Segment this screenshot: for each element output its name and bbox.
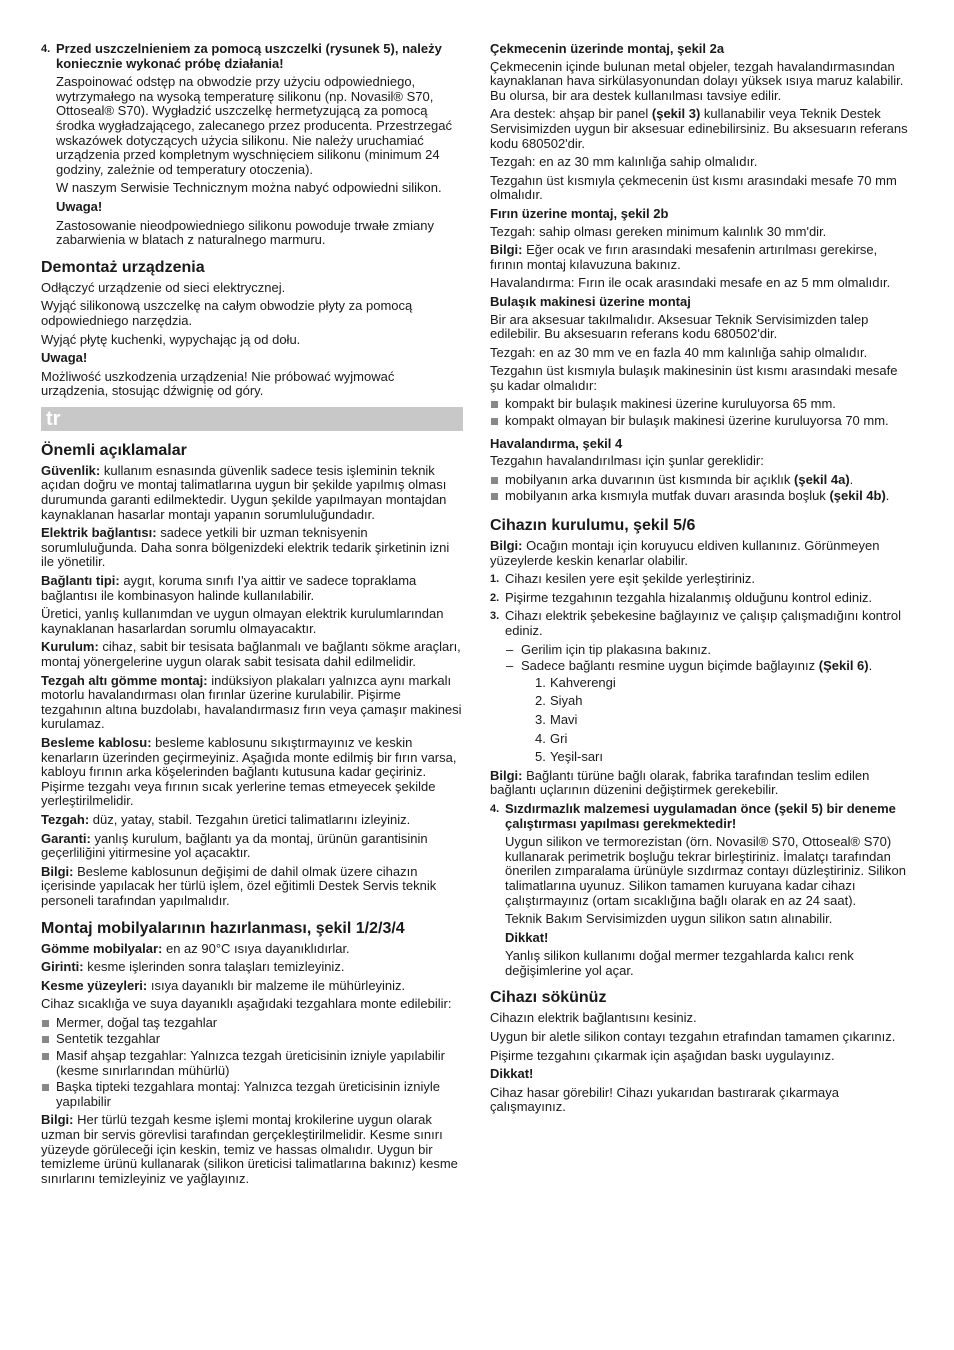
paragraph: Pişirme tezgahını çıkarmak için aşağıdan baskı uygulayınız. xyxy=(490,1047,835,1063)
definition-text: kesme işlerinden sonra talaşları temizleyiniz. xyxy=(83,959,345,975)
definition-term: Kesme yüzeyleri: xyxy=(41,977,148,993)
section-title-sokunuz: Cihazı sökünüz xyxy=(490,989,607,1007)
definition-text: Besleme kablosunun değişimi de dahil olmak üzere cihazın içerisinde yapılacak her türlü işlem, özel eğitimli Destek Servis teknik personeli tarafından yapılmalıdır. xyxy=(41,863,437,908)
definition-paragraph xyxy=(41,607,463,636)
paragraph: Tezgah: en az 30 mm ve en fazla 40 mm kalınlığa sahip olmalıdır. xyxy=(490,344,868,360)
info-paragraph: Bilgi: Ocağın montajı için koruyucu eldiven kullanınız. Görünmeyen yüzeylerde keskin kenarlar olabilir. xyxy=(490,538,880,568)
step-number: 3. xyxy=(490,610,500,623)
definition-term: Garanti: xyxy=(41,830,91,846)
paragraph: Wyjąć płytę kuchenki, wypychając ją od dołu. xyxy=(41,331,301,347)
step-number: 4. xyxy=(41,43,51,55)
language-bar-tr: tr xyxy=(41,407,463,431)
definition-text: en az 90°C ısıya dayanıklıdırlar. xyxy=(162,940,350,956)
definition-text: indüksiyon plakaları yalnızca aynı markalı motorlu havalandırması olan fırınlar üzerine kurulabilir. Pişirme tezgahının altına buzdolabı, havalandırmasız fırın veya çamaşır makinesi kurulamaz. xyxy=(41,672,462,732)
color-number: 3. xyxy=(535,711,546,727)
definition-paragraph xyxy=(41,574,463,603)
paragraph: Odłączyć urządzenie od sieci elektrycznej. xyxy=(41,279,286,295)
left-column xyxy=(41,42,463,1190)
definition-term: Tezgah altı gömme montaj: xyxy=(41,672,208,688)
definition-text: yanlış kurulum, bağlantı ya da montaj, ürünün garantisinin geçerliliğini yitirmesine yol açacaktır. xyxy=(41,830,428,861)
definition-text: aygıt, koruma sınıfı I'ya aittir ve sadece topraklama bağlantısı ile kombinasyon halinde kullanılabilir. xyxy=(41,573,417,603)
step-text: Cihazı elektrik şebekesine bağlayınız ve çalışıp çalışmadığını kontrol ediniz. xyxy=(505,608,901,638)
warning-text: Cihaz hasar görebilir! Cihazı yukarıdan bastırarak çıkarmaya çalışmayınız. xyxy=(490,1084,839,1115)
paragraph: Wyjąć silikonową uszczelkę na całym obwodzie płyty za pomocą odpowiedniego narzędzia. xyxy=(41,298,413,328)
color-name: Siyah xyxy=(550,693,583,709)
section-title-bulasik: Bulaşık makinesi üzerine montaj xyxy=(490,293,691,309)
install-step xyxy=(490,591,913,606)
definition-paragraph xyxy=(41,640,463,669)
step-title: Sızdırmazlık malzemesi uygulamadan önce (şekil 5) bir deneme çalıştırması yapılması gerekmektedir! xyxy=(505,800,896,831)
color-name: Mavi xyxy=(550,711,578,727)
info-paragraph: Bilgi: Bağlantı türüne bağlı olarak, fabrika tarafından teslim edilen bağlantı uçlarının düzenini değiştirmek gerekebilir. xyxy=(490,767,870,798)
definition-term: Girinti: xyxy=(41,959,84,975)
paragraph: W naszym Serwisie Technicznym można nabyć odpowiedni silikon. xyxy=(56,180,442,196)
color-number: 4. xyxy=(535,730,546,746)
paragraph: Çekmecenin içinde bulunan metal objeler, tezgah havalandırmasından kaynaklanan hava sirkülasyonundan dolayı yüksek ısıya maruz kalabilir. Bu olursa, bir ara destek kullanılması tavsiye edilir. xyxy=(490,58,904,103)
warning-title: Dikkat! xyxy=(490,1066,534,1082)
definition-paragraph xyxy=(41,979,463,994)
bullet-item: kompakt bir bulaşık makinesi üzerine kuruluyorsa 65 mm. xyxy=(490,397,913,412)
definition-term: Bilgi: xyxy=(41,863,74,879)
paragraph: Bir ara aksesuar takılmalıdır. Aksesuar Teknik Servisimizden talep edilebilir. Bu aksesuarın referans kodu 680502'dir. xyxy=(490,311,869,342)
paragraph: Cihaz sıcaklığa ve suya dayanıklı aşağıdaki tezgahlara monte edilebilir: xyxy=(41,996,452,1012)
color-name: Gri xyxy=(550,730,568,746)
definition-text: düz, yatay, stabil. Tezgahın üretici talimatlarını izleyiniz. xyxy=(89,811,411,827)
bulasik-bullets xyxy=(490,397,913,428)
dash-item: – Gerilim için tip plakasına bakınız. xyxy=(490,643,913,658)
bullet-item: mobilyanın arka duvarının üst kısmında bir açıklık (şekil 4a). xyxy=(490,473,913,488)
definition-paragraph xyxy=(41,813,463,828)
definition-paragraph xyxy=(41,960,463,975)
warning-text: Możliwość uszkodzenia urządzenia! Nie próbować wyjmować urządzenia, stosując dźwignię od góry. xyxy=(41,368,395,399)
paragraph: Tezgah: sahip olması gereken minimum kalınlık 30 mm'dir. xyxy=(490,223,827,239)
onemli-list xyxy=(41,464,463,909)
bullet-item: Mermer, doğal taş tezgahlar xyxy=(41,1016,463,1031)
info-paragraph: Bilgi: Eğer ocak ve fırın arasındaki mesafenin artırılması gerekirse, fırının montaj kılavuzuna bakınız. xyxy=(490,242,878,272)
definition-term: Besleme kablosu: xyxy=(41,734,152,750)
kurulum-step-4 xyxy=(490,802,913,831)
color-number: 1. xyxy=(535,674,546,690)
right-column xyxy=(490,42,913,1119)
paragraph: Uygun bir aletle silikon contayı tezgahın etrafından tamamen çıkarınız. xyxy=(490,1029,896,1045)
definition-paragraph xyxy=(41,865,463,909)
step-number: 4. xyxy=(490,802,500,815)
wire-color-item xyxy=(505,750,913,765)
definition-paragraph xyxy=(41,674,463,732)
step-text: Cihazı kesilen yere eşit şekilde yerleştiriniz. xyxy=(505,571,755,587)
warning-text: Zastosowanie nieodpowiedniego silikonu powoduje trwałe zmiany zabarwienia w blatach z naturalnego marmuru. xyxy=(56,217,434,248)
step-number: 2. xyxy=(490,591,500,604)
definition-term: Bağlantı tipi: xyxy=(41,573,120,589)
step-title: Przed uszczelnieniem za pomocą uszczelki (rysunek 5), należy koniecznie wykonać próbę działania! xyxy=(56,41,442,71)
install-step xyxy=(490,572,913,587)
bullet-item: mobilyanın arka kısmıyla mutfak duvarı arasında boşluk (şekil 4b). xyxy=(490,489,913,504)
paragraph: Zaspoinować odstęp na obwodzie przy użyciu odpowiedniego, wytrzymałego na wysoką temperaturę silikonu (np. Novasil® S70, Ottoseal® S70). Wygładzić uszczelkę hermetyzującą za pomocą środka wygładzającego, zalecanego przez producenta. Przestrzegać wskazówek dotyczących użycia silikonu. Nie należy uruchamiać urządzenia przed kompletnym wyschnięciem silikonu (minimum 24 godziny, zależnie od temperatury otoczenia). xyxy=(56,74,453,177)
section-title-kurulum: Cihazın kurulumu, şekil 5/6 xyxy=(490,517,696,535)
dash-item: – Sadece bağlantı resmine uygun biçimde bağlayınız (Şekil 6). xyxy=(490,659,913,674)
step-number: 1. xyxy=(490,573,500,586)
warning-title: Uwaga! xyxy=(41,350,88,366)
paragraph: Tezgahın üst kısmıyla bulaşık makinesinin üst kısmı arasındaki mesafe şu kadar olmalıdır: xyxy=(490,363,898,393)
wire-color-item xyxy=(505,713,913,728)
definition-paragraph xyxy=(41,942,463,957)
wire-color-item xyxy=(505,694,913,709)
info-paragraph: Bilgi: Her türlü tezgah kesme işlemi montaj krokilerine uygun olarak uzman bir servis görevlisi tarafından gerçekleştirilmelidir. Kesme sınırı yüzeyde görüleceği için keskin, temiz ve hassas olmalıdır. Uygun bir temizleme ürünü kullanarak (silikon üreticisi talimatlarına bakınız) kesme sınırlarını temizleyiniz ve yağlayınız. xyxy=(41,1112,458,1186)
pl-step-4 xyxy=(41,42,463,71)
wire-color-item xyxy=(505,732,913,747)
definition-term: Tezgah: xyxy=(41,811,90,827)
definition-text: sadece yetkili bir uzman teknisyenin sorumluluğunda. Daha sonra bölgenizdeki elektrik tedarik şirketinin izni ile yönetilir. xyxy=(41,525,450,570)
section-title-montaj: Montaj mobilyalarının hazırlanması, şekil 1/2/3/4 xyxy=(41,919,405,937)
bullet-item: Başka tipteki tezgahlara montaj: Yalnızca tezgah üreticisinin izniyle yapılabilir xyxy=(41,1080,463,1109)
definition-term: Gömme mobilyalar: xyxy=(41,940,163,956)
section-title-demontaz: Demontaż urządzenia xyxy=(41,258,205,276)
montaj-bullets xyxy=(41,1016,463,1110)
definition-paragraph xyxy=(41,832,463,861)
kurulum-steps xyxy=(490,572,913,638)
paragraph: Tezgah: en az 30 mm kalınlığa sahip olmalıdır. xyxy=(490,154,758,170)
section-title-cekmece: Çekmecenin üzerinde montaj, şekil 2a xyxy=(490,41,725,56)
montaj-list xyxy=(41,942,463,994)
definition-text: kullanım esnasında güvenlik sadece tesis işleminin teknik açıdan doğru ve montaj talimatlarına uygun bir şekilde yapılmış olması durumunda garanti edilmektedir. Uygun şekilde yapılmayan montajdan kaynaklanan hasarlar montajı yapanın sorumluluğundadır. xyxy=(41,462,447,522)
warning-text: Yanlış silikon kullanımı doğal mermer tezgahlarda kalıcı renk değişimlerine yol açar. xyxy=(505,948,854,978)
paragraph: Tezgahın üst kısmıyla çekmecenin üst kısmı arasındaki mesafe 70 mm olmalıdır. xyxy=(490,172,897,203)
warning-title: Uwaga! xyxy=(56,198,103,214)
definition-term: Güvenlik: xyxy=(41,462,101,478)
color-name: Yeşil-sarı xyxy=(550,749,603,765)
wire-color-item xyxy=(505,676,913,691)
definition-paragraph xyxy=(41,736,463,809)
definition-paragraph xyxy=(41,464,463,522)
definition-paragraph xyxy=(41,526,463,570)
definition-text: besleme kablosunu sıkıştırmayınız ve keskin kenarların üzerinden geçirmeyiniz. Aşağıda monte edilmiş bir fırın varsa, kabloyu fırının arka köşelerinden bağlantı kutusuna kadar geçiriniz. Pişirme tezgahı veya fırının sıcak yerlerine temas etmeyecek şekilde yerleştirilmelidir. xyxy=(41,734,457,809)
paragraph: Tezgahın havalandırılması için şunlar gereklidir: xyxy=(490,453,764,469)
definition-text: Üretici, yanlış kullanımdan ve uygun olmayan elektrik kurulumlarından kaynaklanan hasarlardan sorumlu olmayacaktır. xyxy=(41,606,444,636)
paragraph: Uygun silikon ve termorezistan (örn. Novasil® S70, Ottoseal® S70) kullanarak perimetrik boşluğu tekrar birleştiriniz. İmalatçı tarafından önerilen zımparalama ürünüyle sızdırmaz contayı düzleştiriniz. Silikon talimatlarına uyunuz. Silikon tamamen kuruyana kadar cihazı çalıştırmayınız (ortam sıcaklığına bağlı olarak en az 24 saat). xyxy=(505,834,907,908)
color-name: Kahverengi xyxy=(550,674,616,690)
definition-text: cihaz, sabit bir tesisata bağlanmalı ve bağlantı sökme araçları, montaj yönergelerine uygun olarak sabit tesisata dahil edilmelidir. xyxy=(41,639,461,669)
definition-term: Elektrik bağlantısı: xyxy=(41,525,157,541)
paragraph: Ara destek: ahşap bir panel (şekil 3) kullanabilir veya Teknik Destek Servisimizden uygun bir aksesuar edinebilirsiniz. Bu aksesuarın referans kodu 680502'dir. xyxy=(490,106,908,151)
step-text: Pişirme tezgahının tezgahla hizalanmış olduğunu kontrol ediniz. xyxy=(505,589,873,605)
color-number: 5. xyxy=(535,749,546,765)
bullet-item: kompakt olmayan bir bulaşık makinesi üzerine kuruluyorsa 70 mm. xyxy=(490,414,913,429)
paragraph: Cihazın elektrik bağlantısını kesiniz. xyxy=(490,1010,697,1026)
section-title-firin: Fırın üzerine montaj, şekil 2b xyxy=(490,205,669,221)
section-title-havalandirma: Havalandırma, şekil 4 xyxy=(490,435,623,451)
paragraph: Teknik Bakım Servisimizden uygun silikon satın alınabilir. xyxy=(505,911,833,927)
color-number: 2. xyxy=(535,693,546,709)
paragraph: Havalandırma: Fırın ile ocak arasındaki mesafe en az 5 mm olmalıdır. xyxy=(490,275,891,291)
warning-title: Dikkat! xyxy=(505,929,549,945)
section-title-onemli: Önemli açıklamalar xyxy=(41,441,187,459)
bullet-item: Masif ahşap tezgahlar: Yalnızca tezgah üreticisinin izniyle yapılabilir (kesme sınırlarından mühürlü) xyxy=(41,1049,463,1078)
definition-term: Kurulum: xyxy=(41,639,99,655)
definition-text: ısıya dayanıklı bir malzeme ile mühürleyiniz. xyxy=(147,977,406,993)
bullet-item: Sentetik tezgahlar xyxy=(41,1032,463,1047)
install-step xyxy=(490,609,913,638)
wire-color-list xyxy=(490,676,913,765)
